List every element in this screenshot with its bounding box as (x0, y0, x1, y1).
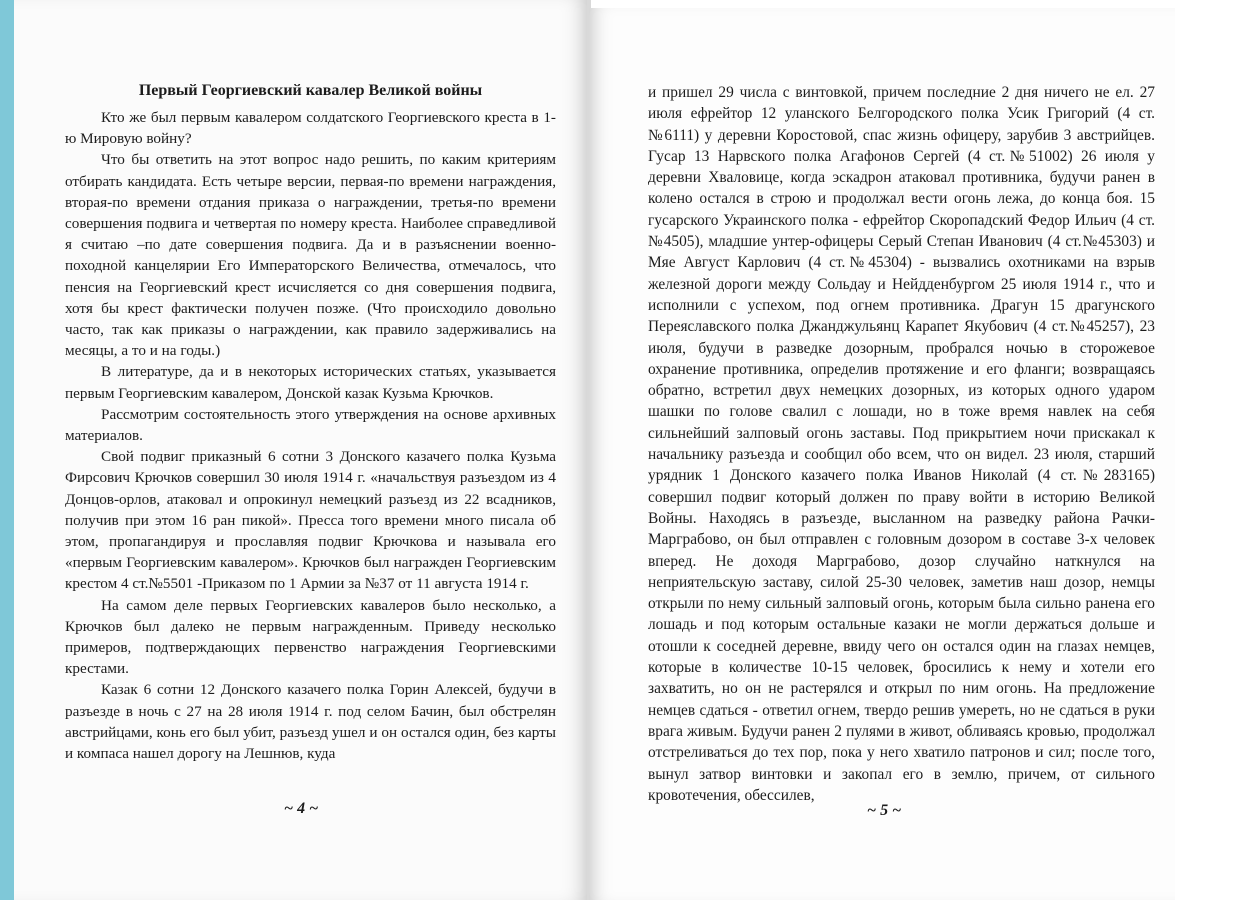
left-page (14, 0, 589, 900)
book-cover-edge (0, 0, 14, 900)
paragraph: Рассмотрим состоятельность этого утверждения на основе архивных материалов. (65, 405, 556, 445)
right-page (589, 8, 1175, 900)
left-page-text (65, 82, 556, 764)
paragraph: Казак 6 сотни 12 Донского казачего полка Горин Алексей, будучи в разъезде в ночь с 27 на 28 июля 1914 г. под селом Бачин, был обстрелян австрийцами, конь его был убит, разъезд ушел и он остался один, без карты и компаса нашел дорогу на Лешнюв, куда (65, 681, 556, 763)
page-number-left: ~ 4 ~ (284, 800, 319, 817)
right-page-text (648, 82, 1155, 806)
paragraph: Свой подвиг приказный 6 сотни 3 Донского казачего полка Кузьма Фирсович Крючков совершил 30 июля 1914 г. «начальствуя разъездом из 4 Донцов-орлов, атаковал и опрокинул немецкий разъезд из 22 всадников, получив при этом 16 ран пикой». Пресса того времени много писала об этом, пропагандируя и прославляя подвиг Крючкова и называла его «первым Георгиевским кавалером». Крючков был награжден Георгиевским крестом 4 ст.№5501 -Приказом по 1 Армии за №37 от 11 августа 1914 г. (65, 448, 556, 593)
paragraph: и пришел 29 числа с винтовкой, причем последние 2 дня ничего не ел. 27 июля ефрейтор 12 уланского Белгородского полка Усик Григорий (4 ст.№6111) у деревни Коростовой, спас жизнь офицеру, зарубив 3 австрийцев. Гусар 13 Нарвского полка Агафонов Сергей (4 ст.№51002) 26 июля у деревни Хваловице, когда эскадрон атаковал противника, будучи ранен в колено остался в строю и продолжал вести огонь лежа, до конца боя. 15 гусарского Украинского полка - ефрейтор Скоропадский Федор Ильич (4 ст.№4505), младшие унтер-офицеры Серый Степан Иванович (4 ст.№45303) и Мяе Август Карлович (4 ст.№45304) - вызвались охотниками на взрыв железной дороги между Сольдау и Нейдденбургом 25 июля 1914 г., что и исполнили с успехом, под огнем противника. Драгун 15 драгунского Переяславского полка Джанджульянц Карапет Якубович (4 ст.№45257), 23 июля, будучи в разведке дозорным, пробрался ночью в сторожевое охранение противника, определив протяжение и его фланги; возвращаясь обратно, встретил двух немецких дозорных, из которых одного ударом шашки по голове свалил с лошади, но в тоже время навлек на себя сильнейший залповый огонь заставы. Под прикрытием ночи прискакал к начальнику разъезда и сообщил обо всем, что он видел. 23 июля, старший урядник 1 Донского казачего полка Иванов Николай (4 ст.№283165) совершил подвиг который должен по праву войти в историю Великой Войны. Находясь в разъезде, высланном на разведку района Рачки-Марграбово, он был отправлен с головным дозором в составе 3-х человек вперед. Не доходя Марграбово, дозор случайно наткнулся на неприятельскую заставу, силой 25-30 человек, заметив наш дозор, немцы открыли по нему сильный залповый огонь, которым была сильно ранена его лошадь и под которым остальные казаки не могли держаться дольше и отошли к соседней деревне, ввиду чего он остался один на глазах немцев, которые в количестве 10-15 человек, бросились к нему и хотели его захватить, но он не растерялся и открыл по ним огонь. На предложение немцев сдаться - ответил огнем, твердо решив умереть, но не сдаться в руки врага живым. Будучи ранен 2 пулями в живот, обливаясь кровью, продолжал отстреливаться до тех пор, пока у него хватило патронов и сил; после того, вынул затвор винтовки и закопал его в землю, причем, от сильного кровотечения, обессилев, (648, 84, 1155, 804)
paragraph: В литературе, да и в некоторых исторических статьях, указывается первым Георгиевским кавалером, Донской казак Кузьма Крючков. (65, 363, 556, 402)
paragraph: Кто же был первым кавалером солдатского Георгиевского креста в 1-ю Мировую войну? (65, 109, 556, 148)
page-number-right: ~ 5 ~ (867, 802, 902, 819)
paragraph: На самом деле первых Георгиевских кавалеров было несколько, а Крючков был далеко не первым награжденным. Приведу несколько примеров, подтверждающих первенство награждения Георгиевскими крестами. (65, 596, 556, 678)
chapter-title: Первый Георгиевский кавалер Великой войны (138, 82, 483, 99)
paragraph: Что бы ответить на этот вопрос надо решить, по каким критериям отбирать кандидата. Есть четыре версии, первая-по времени награждения, вторая-по времени отдания приказа о награждении, третья-по времени совершения подвига и четвертая по номеру креста. Наиболее справедливой я считаю –по дате совершения подвига. Да и в разъяснении военно-походной канцелярии Его Императорского Величества, отмечалось, что пенсия на Георгиевский крест исчисляется со дня совершения подвига, хотя бы крест фактически получен позже. (Что происходило довольно часто, так как приказы о награждении, как правило задерживались на месяцы, а то и на годы.) (65, 151, 556, 360)
